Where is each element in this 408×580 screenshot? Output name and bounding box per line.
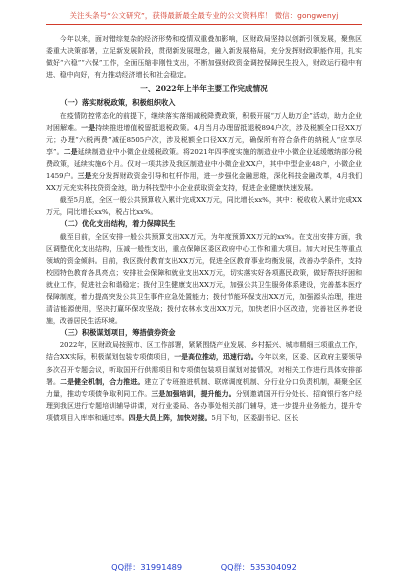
- paragraph-expenditure: 截至目前，全区安排一般公共预算支出XX万元，为年度预算XX万元的xx%。在支出安排方面，我区调整优化支出结构，压减一般性支出，重点保障区委区政府中心工作和重大项目。加大对民生等重点领域的资金倾斜。目前，我区拨付教育支出XX万元，促进全区教育事业均衡发展，改善办学条件，支持校园特色教育各具亮点；安排社会保障和就业支出XX万元，切实落实好各项惠民政策，做好帮扶纾困和就业工作，促进社会和谐稳定；拨付卫生健康支出XX万元，加强公共卫生服务体系建设，完善基本医疗保障制度，着力提高突发公共卫生事件应急处置能力；拨付节能环保支出XX万元，加强源头治理，推进清洁能源使用，坚决打赢环保攻坚战；拨付农林水支出XX万元，加快老旧小区改造，完善社区养老设施，改善居民生活环境。: [46, 232, 362, 326]
- text: 今年以来，区委、区政府主要领导多次召开专题会议，听取国开行供需项目和专项债包装项目谋划对接情况，对相关工作进行具体安排部署。: [46, 353, 363, 386]
- emphasis: 二是健全机制，合力推进。: [60, 377, 145, 386]
- emphasis: 一是: [81, 123, 96, 132]
- paragraph-revenue: 截至5月底，全区一般公共预算收入累计完成XX万元，同比增长xx%，其中：税收收入累计完成XX万元，同比增长xx%，税占比xx%。: [46, 196, 362, 217]
- contact-footer: [0, 562, 408, 573]
- emphasis: 一是高位推动，迅速行动。: [174, 353, 258, 362]
- section-heading: 一、2022年上半年主要工作完成情况: [140, 84, 268, 94]
- emphasis: 四是大员上阵，加快对接。: [128, 413, 212, 422]
- emphasis: 三是加强培训，提升能力。: [151, 389, 236, 398]
- text: 分别邀请国开行分处长、招商银行客户经理到我区进行专题培训辅导讲课，对行业委局、各办事处相关部门辅导，进一步提升业务能力，提升专项债项目入库率和通过率。: [46, 389, 363, 422]
- subsection-heading-3: （三）积极谋划项目，筹措债券资金: [60, 328, 176, 338]
- text: 延续制造业中小微企业缓税政策。将2021年四季度实施的制造业中小微企业延缓缴纳部分税费政策，延续实施6个月。仅对一项共涉及我区制造业中小微企业XX户，其中中型企业48户，小微企业1459户。: [46, 147, 363, 181]
- paragraph-projects: [46, 339, 362, 424]
- qq-group-2: QQ群：535304092: [220, 562, 297, 572]
- text: 建立了专班推进机制、联席调度机制、分行业分口负责机制，凝聚全区力量，推动专项债争取利同工作。: [46, 377, 363, 398]
- text: 5月下旬，区委副书记、区长: [211, 413, 299, 422]
- paragraph-tax-policy: [46, 110, 362, 195]
- emphasis: 三是: [77, 172, 92, 181]
- text: 充分发挥财政资金引导和杠杆作用，进一步强化金融思维，深化科技金融改革，4月我们XX万元充实科技贷资金池，助力科技型中小企业获取资金支持，促进企业健康快速发展。: [46, 172, 362, 193]
- subsection-heading-1: （一）落实财税政策，积极组织收入: [60, 98, 176, 108]
- text: 持续推进增值税留抵退税政策。4月当月办理留抵退税894户次，涉及税额全口径XX万元；办理“六税两费”减征8505户次，涉及税额全口径XX万元，确保所有符合条件的纳税人“应享尽享”。: [46, 123, 363, 156]
- text: 在疫情防控常态化的前提下，继续落实落细减税降费政策，积极开展“万人助万企”活动，助力企业对困解难。: [46, 111, 362, 132]
- emphasis: 二是: [63, 147, 78, 156]
- intro-paragraph: 今年以来，面对错综复杂的经济形势和疫情双重叠加影响，区财政局坚持以创新引领发展，聚焦区委重大决策部署，立足新发展阶段，贯彻新发展理念，融入新发展格局，充分发挥财政职能作用，扎实做好“六稳”“六保”工作，全面压缩非刚性支出，不断加强财政资金调控保障民生投入，财政运行稳中有进、稳中向好，有力推动经济增长和社会稳定。: [46, 35, 362, 80]
- subsection-heading-2: （二）优化支出结构，着力保障民生: [60, 219, 176, 229]
- text: 2022年，区财政局按照市、区工作部署，紧紧围绕产业发展、乡村振兴、城市精细三项重点工作，结合XX实际，积极谋划包装专项债项目，: [46, 341, 362, 362]
- qq-group-1: QQ群：31991489: [111, 562, 183, 572]
- promo-banner: 关注头条号“公文研究”，获得最新最全最专业的公文资料库！ 微信：gongwenyj: [46, 10, 362, 25]
- document-body: [46, 33, 362, 424]
